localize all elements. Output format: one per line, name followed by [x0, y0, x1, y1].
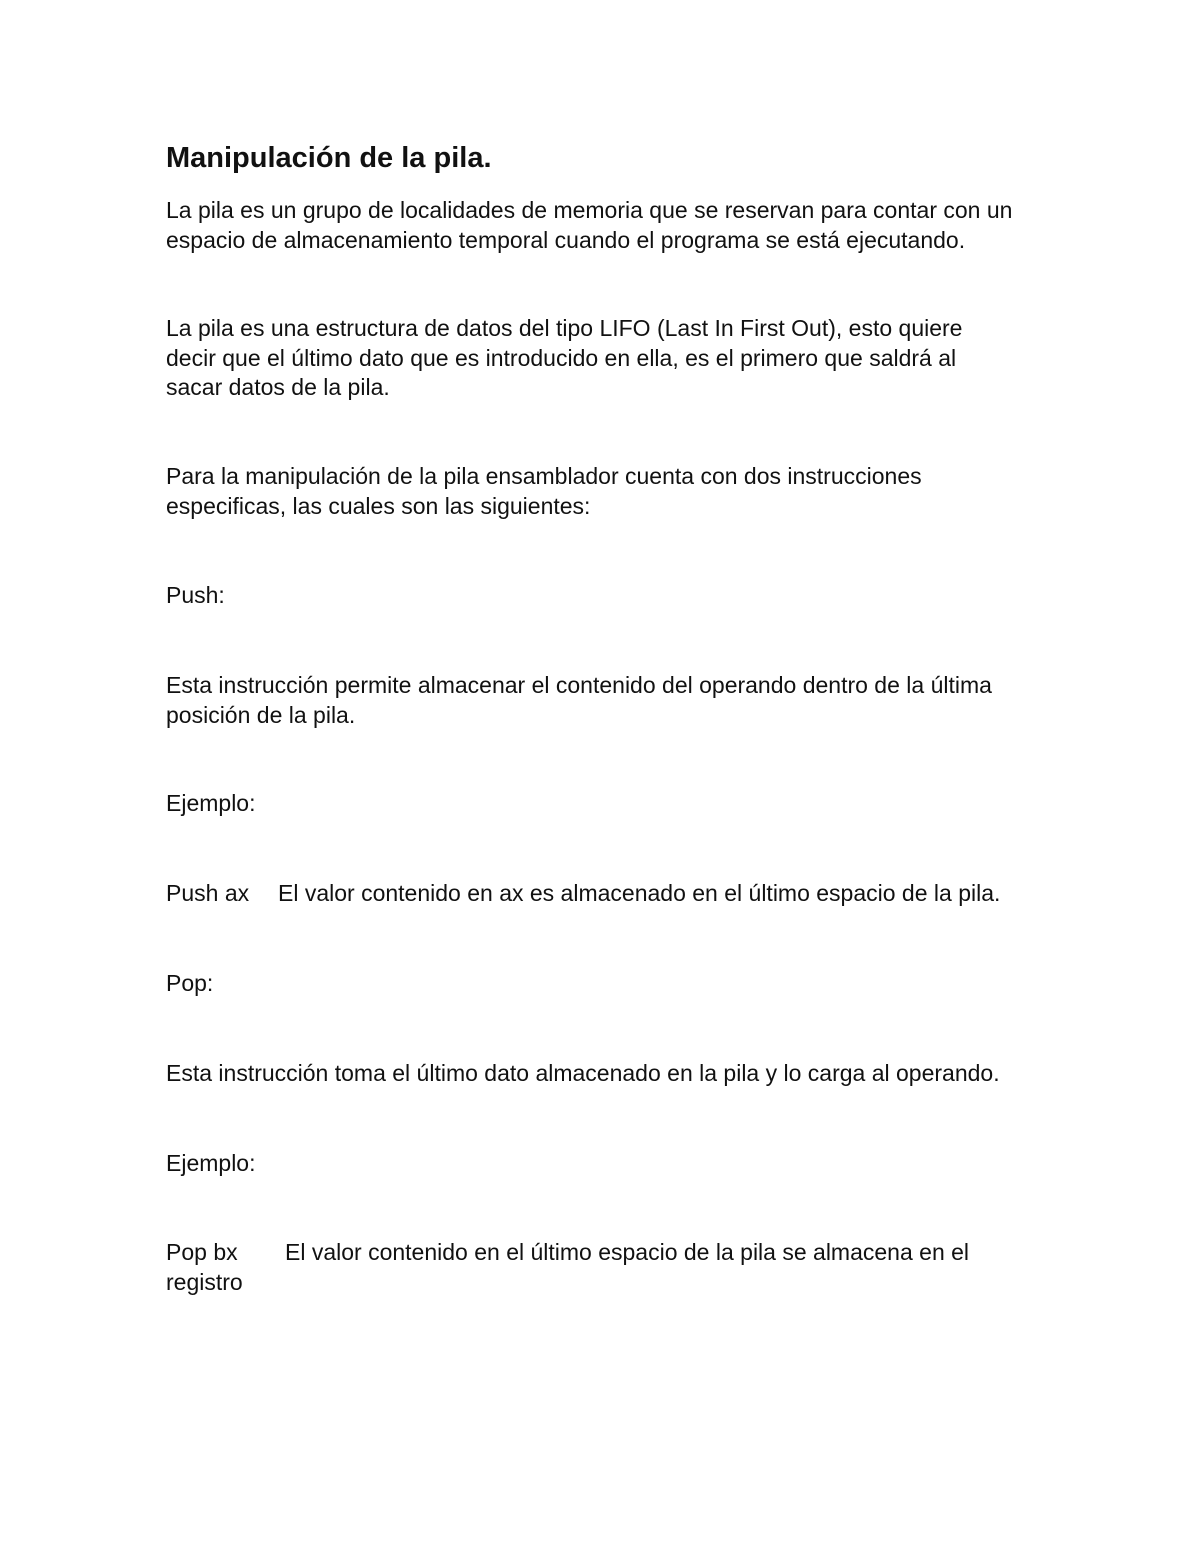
pop-example-text-line-2: registro	[166, 1269, 243, 1295]
page-title: Manipulación de la pila.	[166, 142, 492, 174]
pop-example-label: Ejemplo:	[166, 1150, 256, 1176]
intro-line-1: La pila es un grupo de localidades de memoria que se reservan para contar con un	[166, 197, 1013, 223]
instructions-line-1: Para la manipulación de la pila ensamblador cuenta con dos instrucciones	[166, 463, 922, 489]
lifo-line-3: sacar datos de la pila.	[166, 374, 390, 400]
push-example-code: Push ax	[166, 880, 250, 906]
lifo-line-1: La pila es una estructura de datos del tipo LIFO (Last In First Out), esto quiere	[166, 315, 963, 341]
pop-example-code: Pop bx	[166, 1239, 238, 1265]
push-description-line-1: Esta instrucción permite almacenar el contenido del operando dentro de la última	[166, 672, 992, 698]
push-example-text: El valor contenido en ax es almacenado en el último espacio de la pila.	[278, 880, 1001, 906]
pop-example-row	[166, 1237, 969, 1267]
intro-line-2: espacio de almacenamiento temporal cuando el programa se está ejecutando.	[166, 227, 966, 253]
pop-heading: Pop:	[166, 970, 214, 996]
pop-description: Esta instrucción toma el último dato almacenado en la pila y lo carga al operando.	[166, 1060, 1000, 1086]
push-example-label: Ejemplo:	[166, 790, 256, 816]
push-heading: Push:	[166, 582, 225, 608]
push-example-row	[166, 878, 1000, 908]
pop-example-text: El valor contenido en el último espacio de la pila se almacena en el	[285, 1239, 970, 1265]
instructions-line-2: especificas, las cuales son las siguientes:	[166, 493, 591, 519]
push-description-line-2: posición de la pila.	[166, 702, 356, 728]
lifo-line-2: decir que el último dato que es introducido en ella, es el primero que saldrá al	[166, 345, 957, 371]
